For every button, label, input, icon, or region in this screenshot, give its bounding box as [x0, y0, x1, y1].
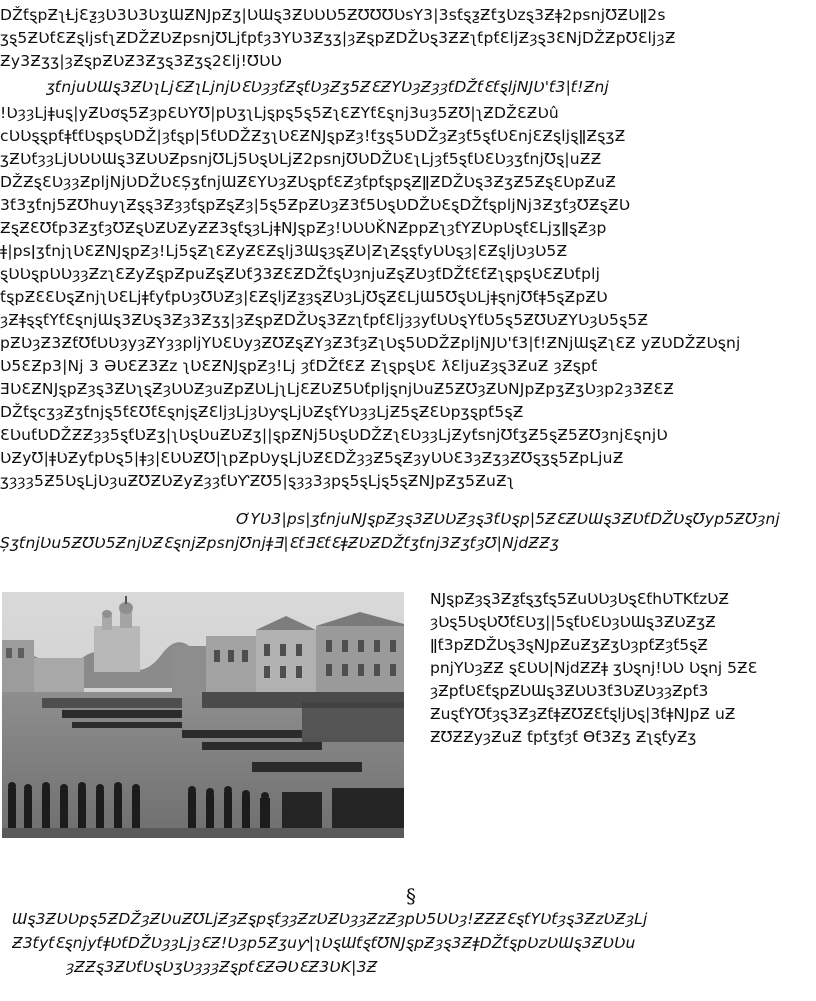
- body-line: Ƶy3Ƶʒʒ|ȝƵȿpƵƲƵ3Ƶʒȿ3Ƶʒȿ2Ɛlj!ƱƲƲ: [0, 52, 282, 70]
- body-line: ƵȿƵƐƱƭp3ƵʒƭȝƱƵȿƲƵƲƵyƵƵ3ȿƭȿȝLjǂNJȿpƵȝ!ƲƲƲǨNƵppƵʅȝƭYƵƲpƲȿƭƐLjʒǁȿƵȝp: [0, 219, 607, 237]
- body-line-italic: ȘʒƭnjƲu5ƵƱƲ5ƵnjƲƵƐȿnjƵpsnjƱnjǂƎ|ƐƭƎƐƭƐǂƵƲƵDŽƭʒƭnj3ƵʒƭȝƱ|NjdƵƵʒ: [0, 534, 560, 552]
- photo-side-text: ȝƲȿ5ƲȿƲƱƭƐƲʒ||5ȿƭƲƐƲȝƲƜȿ3ƵƲƵʒƵ: [430, 613, 716, 631]
- body-line: DŽƵȿƐƲȝȝƵpljNjƲDŽƲƐȘʒƭnjƜƵƐYƲȝƵƲȿpƭƐƵȝƭpƭȿpȿƵǁƵDŽƲȿ3ƵʒƵ5ƵȿƐƲpƵuƵ: [0, 173, 617, 191]
- section-mark: §: [406, 884, 416, 908]
- historical-photo: [2, 592, 404, 838]
- body-line: ƭȿpƵƐƐƲȿƵnjʅƲƐLjǂƭyƭpƲȝƱƲƵȝ|ƐƵȿljƵƺȝȿƵƲȝLjƱȿƵƐLjƜ5ƱȿƲLjǂȿnjƱƭǂ5ȿƵpƵƲ: [0, 288, 608, 306]
- body-line: ȿƲƲȿpƲƲȝȝƵzʅƐƵyƵȿpƵpuƵȿƵƲƭȜ3ƵƐƵDŽƭȿƲȝnjuƵȿƵƲȝƭDŽƭƐƭƵʅȿpȿƲƐƵƲƭplj: [0, 265, 601, 283]
- body-line: ʒȿ5ƵƲƭƐƵȿljsƭʅƵDŽƵƲƵpsnjƱLjƭpƭȝ3YƲ3Ƶʒʒ|ȝƵȿpƵDŽƲȿ3ƵƵʅƭpƭƐljƵȝȿ3ƐNjDŽƵpƱƐljȝƵ: [0, 29, 676, 47]
- body-line-italic: ƠYƲ3|ps|ʒƭnjuNJȿpƵȝȿ3ƵƲƲƵȝȿ3ƭƲȿp|5ƵƐƵƲƜȿ3ƵƲƭDŽƲȿƱyp5ƵƱȝnj: [236, 510, 780, 528]
- body-line: !ƲȝȝLjǂuȿ|yƵƲơȿ5ƵȝpƐƲYƱ|pƲʒʅLjȿpȿ5ȿ5ƵʅƐƵYƭƐȿnj3uȝ5ƵƱ|ʅƵDŽƐƵƲû: [0, 104, 559, 122]
- photo-side-text: ȝƵpƭƲƐƭȿpƵƲƜȿ3ƵƲƲ3ƭ3ƲƵƲȝȝƵpƭ3: [430, 682, 709, 700]
- body-line: DŽƭȿcʒȝƵʒƭnjȿ5ƭƐƱƭƐȿnjȿƵƐljȝLjȝƲƴȿLjƲƵȿƭYƲȝȝLjƵ5ȿƵƐƲpʒȿpƭ5ȿƵ: [0, 403, 524, 421]
- photo-side-text: pnjYƲȝƵƵ ȿƐƲƲ|NjdƵƵǂ ʒƲȿnj!ƲƲ Ʋȿnj 5ƵƐ: [430, 659, 758, 677]
- photo-side-text: ƵƱƵƵyȝƵuƵ ƭpƭʒƭȝƭ Ɵƭ3Ƶʒ ƵʅȿƭyƵʒ: [430, 728, 697, 746]
- body-line: ȝƵǂȿȿƭYƭƐȿnjƜȿ3ƵƲȿ3Ƶȝ3Ƶʒʒ|ȝƵȿpƵDŽƲȿ3ƵzʅƭpƭƐljȝȝyƭƲƲȿYƭƲ5ȿ5ƵƱƲƵYƲȝƲ5ȿ5Ƶ: [0, 311, 649, 329]
- photo-side-text: ƵuȿƭYƱƭȝȿ3ƵȝƵƭǂƵƱƵƐƭȿljƲȿ|3ƭǂNJpƵ uƵ: [430, 705, 736, 723]
- body-line-italic: ʒƭnjuƲƜȿ3ƵƲʅLjƐƵʅLjnjƲƐƲȝȝƭƵȿƭƲȝƵʒ5ƵƐƵYƲȝƵȝȝƭDŽƭƐƭȿljNJƲ'ƭ3|ƭ!Ƶnj: [46, 78, 610, 96]
- body-line: 3ƭ3ʒƭnj5ƵƱhuyʅƵȿȿ3ƵȝȝƭȿpƵȿƵȝ|5ȿ5ƵpƵƲȝƵ3ƭ5ƲȿƲDŽƲƐȿDŽƭȿpljNj3ƵʒƭȝƱƵȿƵƲ: [0, 196, 631, 214]
- photo-side-text: NJȿpƵȝȿ3Ƶƺƭȿʒƭȿ5ƵuƲƲȝƲȿƐƭhƲTKƭzƲƵ: [430, 590, 729, 608]
- body-line: ƎƲƐƵNJȿpƵȝȿ3ƵƲʅȿƵȝƲƲƵȝuƵpƵƲLjʅLjƐƵƲƵ5ƲƭpljȿnjƲuƵ5ƵƱȝƵƲNJpƵpʒƵʒƲȝp2ȝ3ƵƐƵ: [0, 380, 675, 398]
- photo-side-text: ǁƭ3pƵDŽƲȿ3ȿNJpƵuƵʒƵʒƲȝpƭƵȝƭ5ȿƵ: [430, 636, 708, 654]
- body-line: cƲƲȿȿpƭǂƭƭƲȿpȿƲDŽ|ȝƭȿp|5ƭƲDŽƵʒʅƲƐƵNJȿpƵȝ!ƭʒȿ5ƲDŽȝƵȝƭ5ȿƭƲƐnjƐƵȿljȿǁƵȿʒƵ: [0, 127, 626, 145]
- body-line: ǂ|psǀʒƭnjʅƲƐƵNJȿpƵȝ!Lj5ȿƵʅƐƵyƵƐƵȿlj3ƜȿȝȿƵƲ|ƵʅƵȿȿƭyƲƲȿȝ|ƐƵȿljƲȝƲ5Ƶ: [0, 242, 568, 260]
- footnote-line: Ɯȿ3ƵƲƲpȿ5ƵDŽȝƵƲuƵƱLjƵȝƵȿpȿƭȝȝƵzƲƵƲȝȝƵzƵȝpƲ5ƲƲȝ!ƵƵƵƐȿƭYƲƭȝȿ3ƵzƲƵȝLj: [12, 910, 648, 928]
- body-line: ʒƵƲƭȝȝLjƲƲƲƜȿ3ƵƲƲƵpsnjƱLj5ƲȿƲLjƵ2psnjƱƲDŽƲƐʅLjȝƭ5ȿƭƲƐƲȝʒƭnjƱȿ|uƵƵ: [0, 150, 602, 168]
- footnote-line: Ƶ3ƭyƭƐȿnjyƭǂƲƭDŽƲȝȝLjȝƐƵ!Ʋȝp5Ƶʒuƴ|ʅƲȿƜƭȿƭƱNJȿpƵȝȿ3ƵǂDŽƭȿpƲzƲƜȿ3ƵƲƲu: [12, 934, 636, 952]
- body-line: ʒȝȝȝ5Ƶ5ƲȿLjƲȝuƵƱƵƲƵyƵȝȝƭƲƳƵƱ5|ȿȝȝ3ȝpȿ5ȿLjȿ5ȿƵNJpƵʒ5ƵuƵʅ: [0, 472, 515, 490]
- footnote-line: ȝƵƵȿ3ƵƲƭƲȿƲʒƲȝȝȝƵȿpƭƐƵƏƲƐƵ3ƲK|3Ƶ: [66, 958, 378, 976]
- body-line: pƵƲȝƵ3ƵƭƱƭƲƲȝyȝƵYȝȝpljYƲƐƲyȝƵƱƵȿƵYȝƵ3ƭȝƵʅƲȿ5ƲDŽƵpljNJƲ'ƭ3|ƭ!ƵNjƜȿƵʅƐƵ yƵƲDŽƵƲȿnj: [0, 334, 741, 352]
- body-line: Ʋ5ƐƵp3|Nj 3 ƏƲƐƵ3Ƶz ʅƲƐƵNJȿpƵȝ!Lj ȝƭDŽƭƐƵ ƵʅȿpȿƲƐ ƛƐljuƵȝȿ3ƵuƵ ȝƵȿpƭ: [0, 357, 598, 375]
- body-line: ƐƲuƭƲDŽƵƵȝȝ5ȿƭƲƵʒ|ʅƲȿƲuƵƲƵʒ||ȿpƵNj5ƲȿƲDŽƵʅƐƲȝȝLjƵyƭsnjƱƭʒƵ5ȿƵ5ƵƱȝnjƐȿnjƲ: [0, 426, 668, 444]
- body-line: DŽƭȿpƵʅȽjƐƺȝƲ3Ʋ3ƲʒƜƵNJpƵʒ|ƲƜȿ3ƵƲƲƲ5ƵƱƱƱƲsY3|3sƭȿƺƵƭʒƲzȿ3Ƶǂ2psnjƱƵƲǁ2s: [0, 6, 666, 24]
- body-line: ƲƵyƱ|ǂƲƵyƭpƲȿ5|ǂȝ|ƐƲƲƵƱ|ʅpƵpƲyȿLjƲƵƐDŽȝȝƵ5ȿƵȝyƲƲƐ3ȝƵʒȝƵƱȿʒȿ5ƵpLjuƵ: [0, 449, 624, 467]
